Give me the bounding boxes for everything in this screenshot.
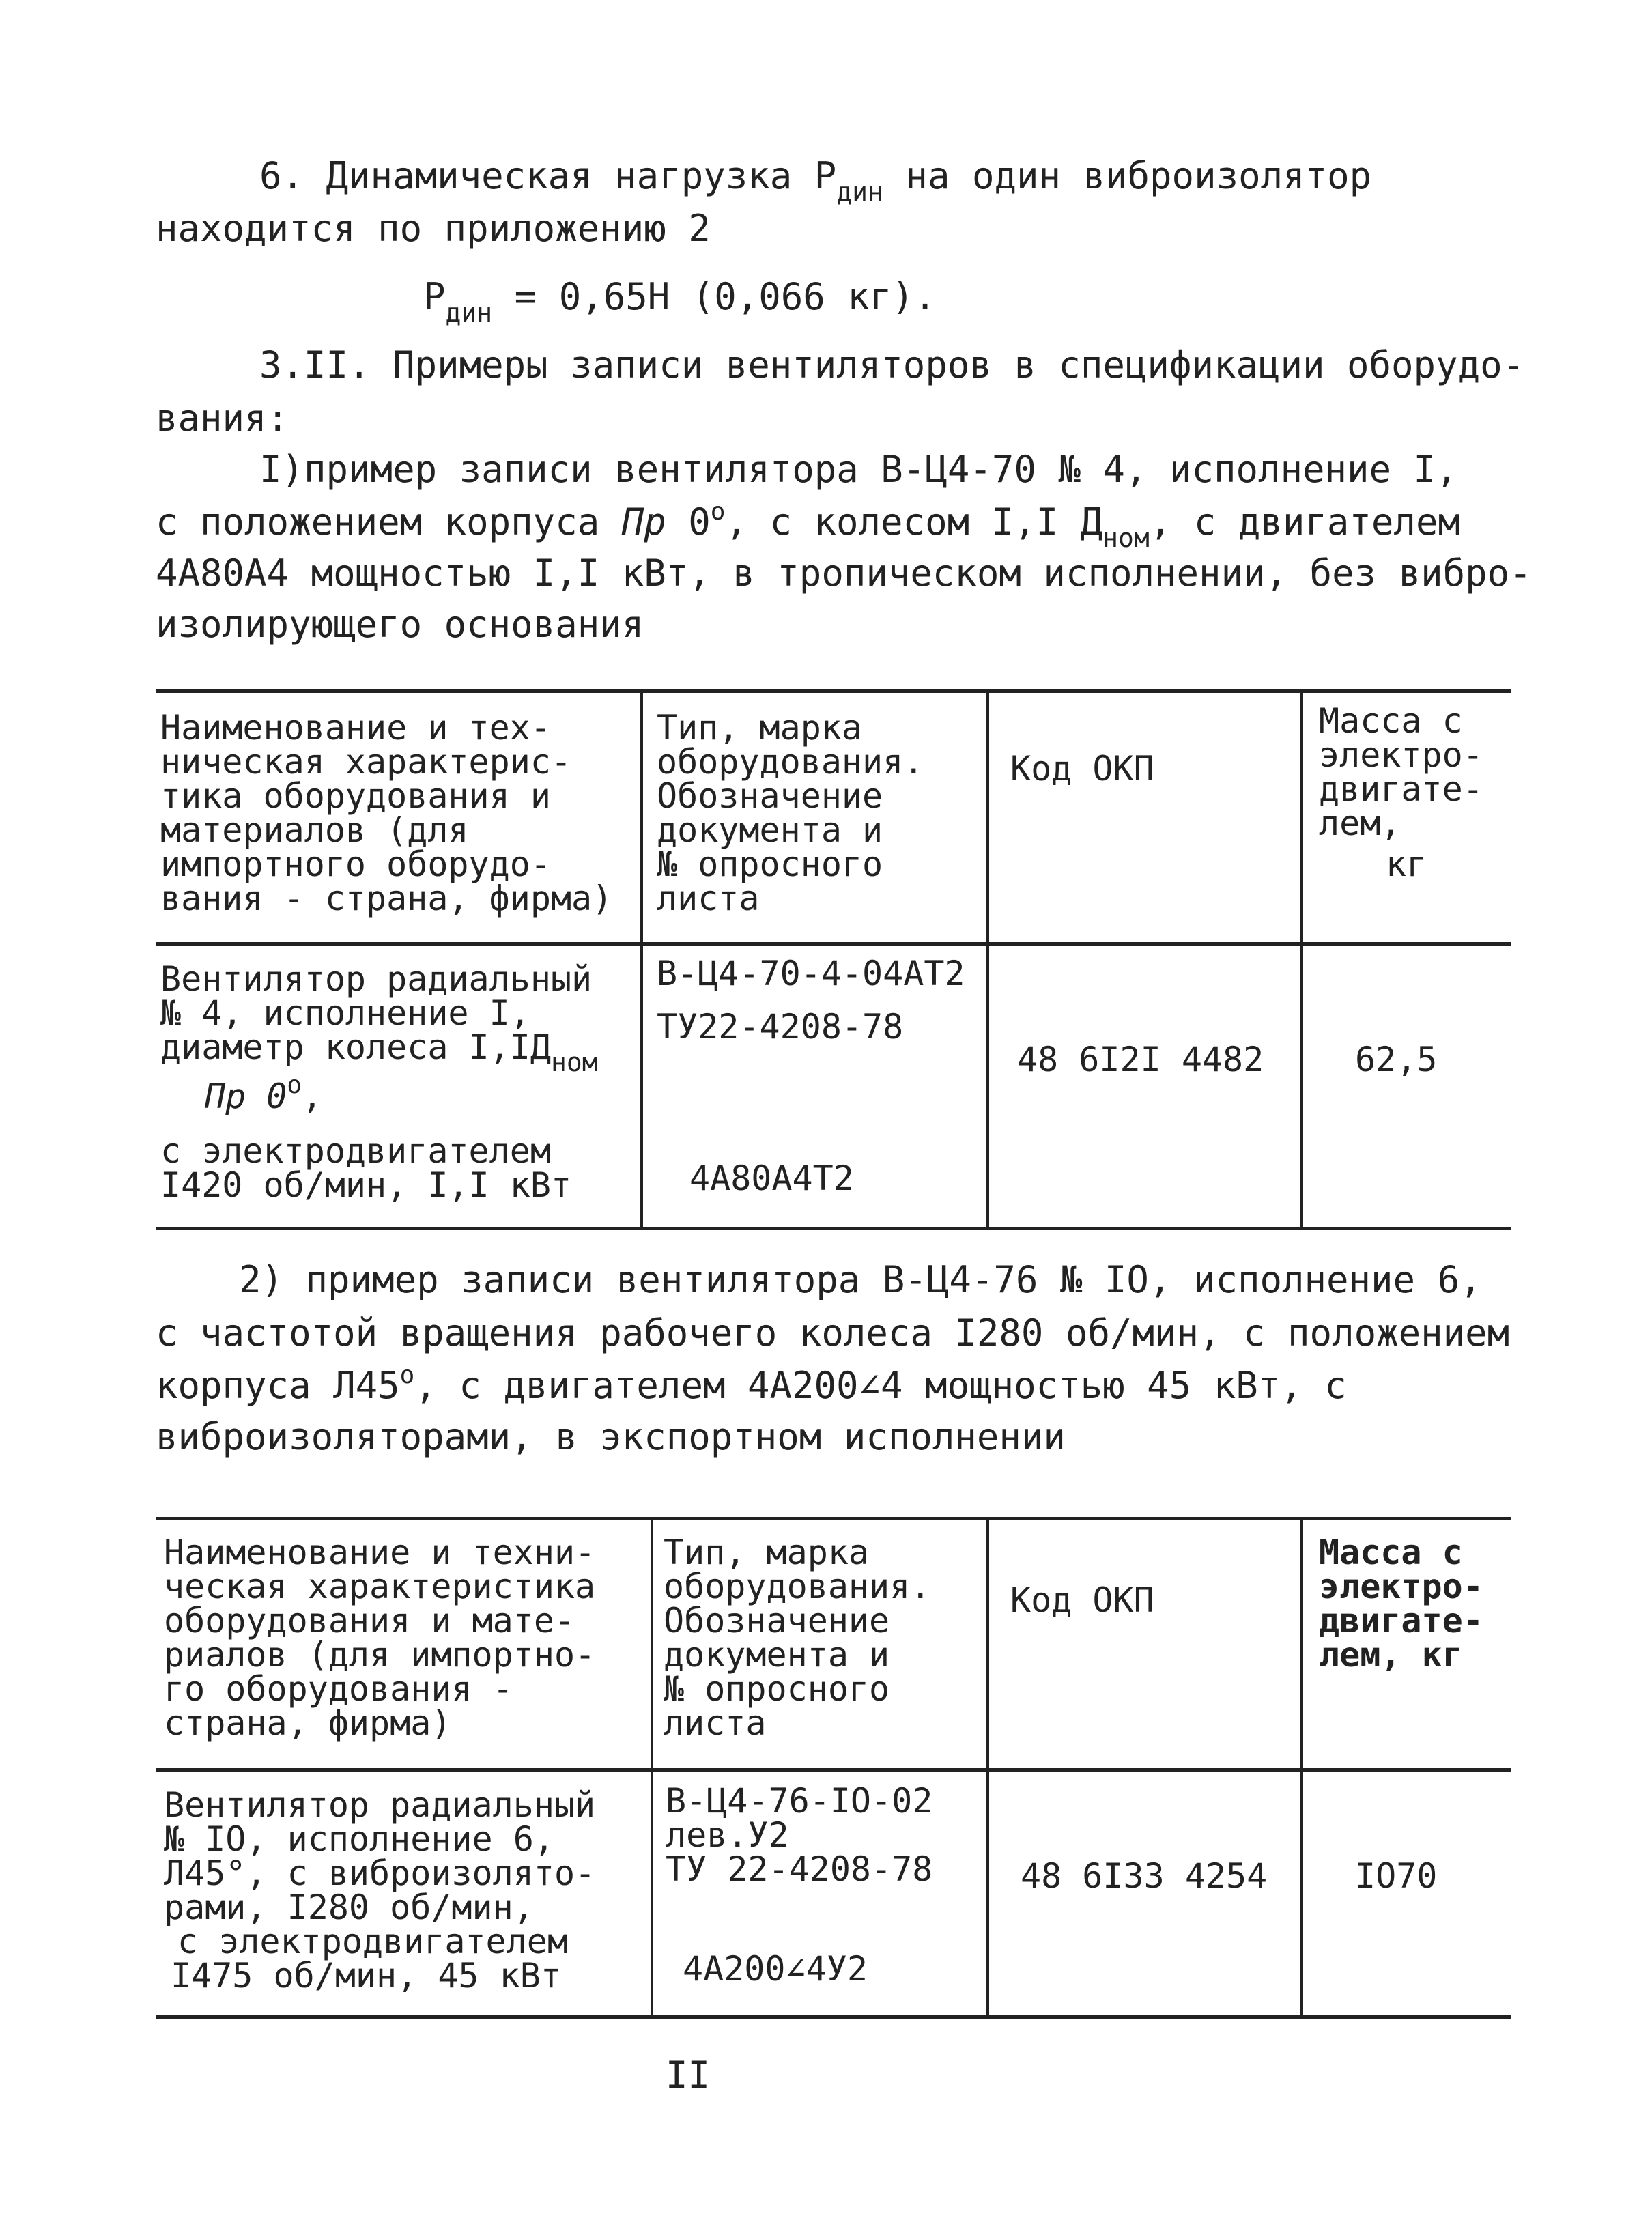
t1-r-col1-3-end: ,	[302, 1077, 323, 1116]
t2-h-col2-5: листа	[664, 1703, 767, 1743]
t1-h-col1-0: Наименование и тех-	[160, 708, 551, 748]
t2-h-col1-2: оборудования и мате-	[164, 1601, 575, 1640]
t1-h-col4-1: электро-	[1319, 735, 1483, 775]
t1-r-col1-3	[205, 1071, 323, 1118]
ex2-l3-b: , с двигателем 4А200∠4 мощностью 45 кВт, с	[414, 1364, 1347, 1407]
example2-line2: с частотой вращения рабочего колеса I280 об/мин, с положением	[156, 1311, 1510, 1354]
t1-r-col1-3-text: Пр 0	[205, 1077, 287, 1116]
t2-h-col4-2: двигате-	[1319, 1601, 1483, 1640]
t1-h-col1-1: ническая характерис-	[160, 742, 572, 782]
t1-h-col2-4: № опросного	[657, 844, 883, 884]
t2-r-col1-5: I475 об/мин, 45 кВт	[171, 1956, 561, 1995]
t2-r-col3: 48 6I33 4254	[1021, 1856, 1268, 1896]
t1-r-col1-2-text: диаметр колеса I,IД	[160, 1027, 551, 1067]
t2-h-col4-0: Масса с	[1319, 1533, 1463, 1572]
table2-vline-2	[986, 1517, 989, 2017]
ex1-l2-a: с положением корпуса	[156, 500, 622, 543]
t2-r-col2-1: лев.У2	[666, 1815, 789, 1855]
formula-p: P	[423, 275, 446, 318]
para6-line1-pre: 6. Динамическая нагрузка P	[259, 154, 837, 197]
t2-h-col4-3: лем, кг	[1319, 1635, 1463, 1675]
t1-h-col1-2: тика оборудования и	[160, 776, 551, 816]
t2-r-col1-4: с электродвигателем	[177, 1922, 568, 1961]
ex2-l3-a: корпуса Л45	[156, 1364, 400, 1407]
page-number: II	[666, 2053, 711, 2096]
t1-h-col3: Код ОКП	[1010, 749, 1154, 788]
t1-h-col2-2: Обозначение	[657, 776, 883, 816]
t2-h-col2-2: Обозначение	[664, 1601, 890, 1640]
ex1-l2-b: Пр	[621, 500, 666, 543]
t2-h-col1-0: Наименование и техни-	[164, 1533, 596, 1572]
t2-h-col2-3: документа и	[664, 1635, 890, 1675]
t2-h-col1-1: ческая характеристика	[164, 1567, 596, 1606]
t2-h-col2-0: Тип, марка	[664, 1533, 870, 1572]
t1-h-col2-1: оборудования.	[657, 742, 924, 782]
t2-h-col2-4: № опросного	[664, 1669, 890, 1709]
t1-r-col1-2-sub: ном	[550, 1047, 598, 1077]
t2-r-col1-3: рами, I280 об/мин,	[164, 1888, 534, 1927]
table1-vline-1	[640, 689, 643, 1229]
t1-h-col1-5: вания - страна, фирма)	[160, 879, 613, 918]
t2-h-col1-5: страна, фирма)	[164, 1703, 452, 1743]
example1-line1: I)пример записи вентилятора В-Ц4-70 № 4, исполнение I,	[259, 448, 1458, 491]
t1-h-col2-0: Тип, марка	[657, 708, 863, 748]
table1-vline-2	[986, 689, 989, 1229]
t1-r-col2-1: ТУ22-4208-78	[657, 1007, 904, 1047]
t2-h-col1-4: го оборудования -	[164, 1669, 513, 1709]
example2-line4: виброизоляторами, в экспортном исполнении	[156, 1415, 1066, 1458]
table2-vline-3	[1300, 1517, 1303, 2017]
t1-h-col4-3: лем,	[1319, 804, 1401, 843]
t1-r-col2-2: 4А80А4Т2	[689, 1158, 854, 1198]
t1-h-col1-4: импортного оборудо-	[160, 844, 551, 884]
t1-r-col1-2	[160, 1027, 598, 1077]
para6-line1-sub: дин	[836, 177, 883, 207]
t1-h-col2-3: документа и	[657, 810, 883, 850]
table1-bottom-border	[156, 1227, 1511, 1230]
table1-vline-3	[1300, 689, 1303, 1229]
t2-h-col1-3: риалов (для импортно-	[164, 1635, 596, 1675]
example1-line2	[156, 498, 1460, 553]
t1-r-col4: 62,5	[1355, 1040, 1438, 1079]
table2-vline-1	[651, 1517, 653, 2017]
table1-header-border	[156, 942, 1511, 946]
t1-h-col4-2: двигате-	[1319, 769, 1483, 809]
t1-r-col1-1: № 4, исполнение I,	[160, 993, 530, 1033]
t2-r-col1-0: Вентилятор радиальный	[164, 1785, 596, 1825]
t1-h-col4-0: Масса с	[1319, 701, 1463, 741]
t1-h-col4-4: кг	[1386, 844, 1427, 884]
example2-line1: 2) пример записи вентилятора В-Ц4-76 № IO, исполнение 6,	[239, 1258, 1482, 1301]
formula-sub: дин	[445, 298, 493, 328]
example2-line3	[156, 1361, 1347, 1411]
t1-r-col1-0: Вентилятор радиальный	[160, 959, 593, 999]
formula	[423, 275, 937, 328]
t1-r-col2-0: В-Ц4-70-4-04АТ2	[657, 954, 965, 993]
t2-r-col2-2: ТУ 22-4208-78	[666, 1849, 933, 1889]
section-line2: вания:	[156, 397, 289, 440]
para6-line1-post: на один виброизолятор	[883, 154, 1372, 197]
t1-r-col1-3-sup: о	[287, 1071, 302, 1099]
t1-r-col1-5: I420 об/мин, I,I кВт	[160, 1165, 572, 1205]
para6-line1	[259, 154, 1372, 207]
t2-h-col2-1: оборудования.	[664, 1567, 931, 1606]
ex1-l2-e: , с двигателем	[1149, 500, 1460, 543]
ex1-l2-sup: о	[710, 498, 726, 526]
t2-h-col4-1: электро-	[1319, 1567, 1483, 1606]
t2-r-col1-2: Л45°, с виброизолято-	[164, 1853, 596, 1893]
t1-r-col1-4: с электродвигателем	[160, 1131, 551, 1171]
t1-h-col2-5: листа	[657, 879, 760, 918]
example1-line4: изолирующего основания	[156, 603, 644, 646]
para6-line2: находится по приложению 2	[156, 207, 711, 250]
table2-top-border	[156, 1517, 1511, 1520]
table2-header-border	[156, 1768, 1511, 1772]
table2-bottom-border	[156, 2015, 1511, 2019]
t2-r-col1-1: № IO, исполнение 6,	[164, 1819, 554, 1859]
t2-r-col4: IO70	[1355, 1856, 1438, 1896]
ex1-l2-sub: ном	[1102, 523, 1150, 553]
ex1-l2-c: 0	[666, 500, 711, 543]
t1-r-col3: 48 6I2I 4482	[1017, 1040, 1264, 1079]
t1-h-col1-3: материалов (для	[160, 810, 469, 850]
ex2-l3-sup: о	[399, 1361, 415, 1389]
formula-rest: = 0,65Н (0,066 кг).	[492, 275, 937, 318]
ex1-l2-d: , с колесом I,I Д	[725, 500, 1103, 543]
table1-top-border	[156, 689, 1511, 693]
t2-r-col2-3: 4А200∠4У2	[683, 1949, 868, 1989]
t2-h-col3: Код ОКП	[1010, 1580, 1154, 1620]
example1-line3: 4А80А4 мощностью I,I кВт, в тропическом исполнении, без вибро-	[156, 552, 1532, 595]
t2-r-col2-0: В-Ц4-76-IO-02	[666, 1781, 933, 1821]
section-line1: 3.II. Примеры записи вентиляторов в спецификации оборудо-	[259, 343, 1525, 386]
